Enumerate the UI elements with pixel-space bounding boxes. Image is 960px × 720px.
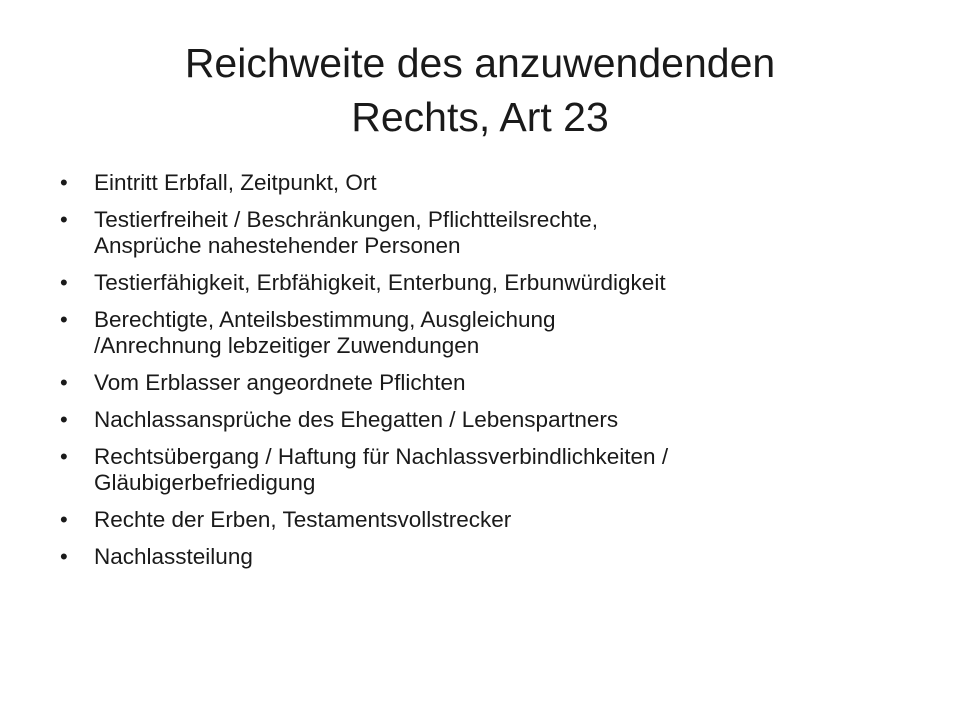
list-item-text: Eintritt Erbfall, Zeitpunkt, Ort [94, 170, 377, 195]
bullet-icon: • [60, 307, 68, 332]
list-item [58, 207, 918, 259]
list-item-text: Nachlassteilung [94, 544, 253, 569]
list-item [58, 544, 918, 570]
slide-title [48, 36, 912, 144]
list-item [58, 444, 918, 496]
list-item [58, 507, 918, 533]
bullet-list [58, 170, 918, 581]
list-item-text: Rechte der Erben, Testamentsvollstrecker [94, 507, 512, 532]
list-item [58, 407, 918, 433]
bullet-icon: • [60, 507, 68, 532]
slide-title-line-2: Rechts, Art 23 [351, 94, 609, 140]
list-item-text-continued: Ansprüche nahestehender Personen [94, 233, 461, 258]
list-item [58, 307, 918, 359]
list-item-text: Nachlassansprüche des Ehegatten / Lebenspartners [94, 407, 619, 432]
list-item-text-continued: /Anrechnung lebzeitiger Zuwendungen [94, 333, 480, 358]
slide-title-line-1: Reichweite des anzuwendenden [184, 40, 776, 86]
list-item-text: Testierfähigkeit, Erbfähigkeit, Enterbung, Erbunwürdigkeit [94, 270, 666, 295]
list-item-text: Berechtigte, Anteilsbestimmung, Ausgleichung [94, 307, 556, 332]
bullet-icon: • [60, 444, 68, 469]
list-item-text-continued: Gläubigerbefriedigung [94, 470, 316, 495]
bullet-icon: • [60, 407, 68, 432]
list-item [58, 170, 918, 196]
list-item [58, 370, 918, 396]
bullet-icon: • [60, 370, 68, 395]
bullet-icon: • [60, 207, 68, 232]
list-item [58, 270, 918, 296]
bullet-icon: • [60, 270, 68, 295]
bullet-icon: • [60, 544, 68, 569]
list-item-text: Testierfreiheit / Beschränkungen, Pflichtteilsrechte, [94, 207, 598, 232]
bullet-icon: • [60, 170, 68, 195]
list-item-text: Rechtsübergang / Haftung für Nachlassverbindlichkeiten / [94, 444, 669, 469]
list-item-text: Vom Erblasser angeordnete Pflichten [94, 370, 466, 395]
